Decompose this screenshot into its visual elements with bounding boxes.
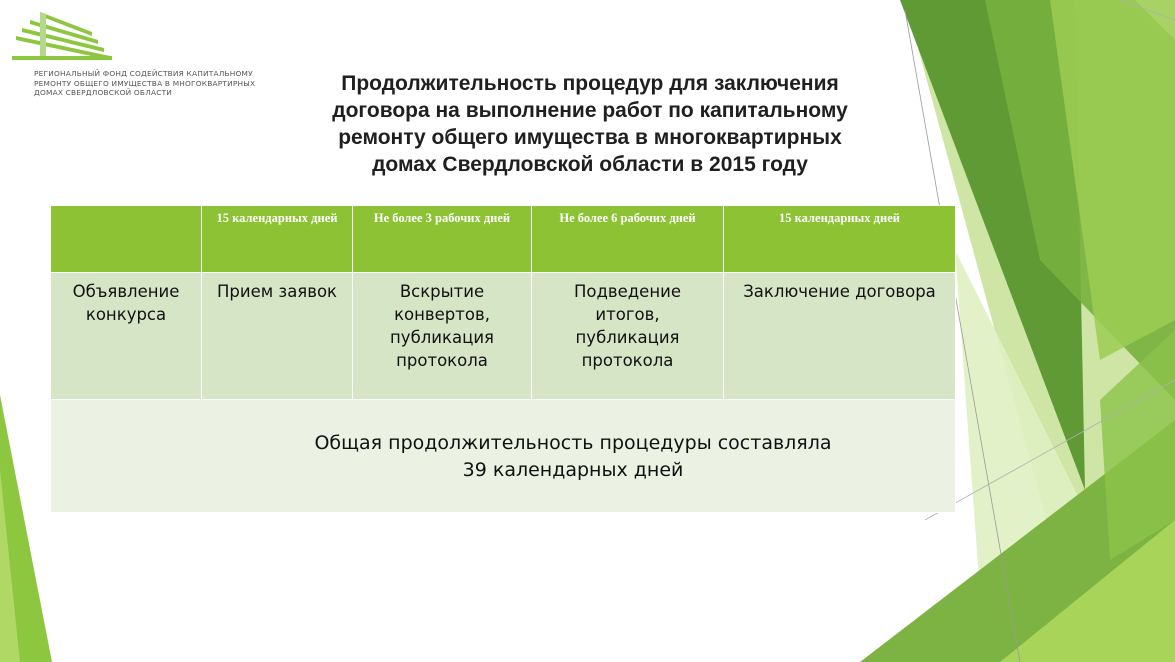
stage-cell: [532, 273, 724, 400]
title-line: домах Свердловской области в 2015 году: [372, 153, 808, 176]
duration-cell: [724, 206, 956, 273]
stage-text: Объявление конкурса: [72, 282, 180, 324]
duration-text: [51, 206, 201, 210]
total-row: [51, 400, 956, 513]
duration-row: [51, 206, 956, 273]
fund-logo: [12, 10, 282, 110]
page-title: [300, 70, 880, 178]
duration-cell: [532, 206, 724, 273]
logo-line: РЕГИОНАЛЬНЫЙ ФОНД СОДЕЙСТВИЯ КАПИТАЛЬНОМУ: [34, 69, 253, 78]
stage-cell: [353, 273, 532, 400]
logo-building-icon: [12, 10, 122, 65]
duration-text: 15 календарных дней: [216, 211, 338, 225]
procedure-table: [50, 205, 956, 513]
stage-text: Вскрытие конвертов, публикация протокола: [390, 282, 494, 370]
duration-text: Не более 3 рабочих дней: [373, 211, 511, 225]
duration-text: Не более 6 рабочих дней: [559, 211, 696, 225]
logo-line: ДОМАХ СВЕРДЛОВСКОЙ ОБЛАСТИ: [34, 88, 173, 97]
stage-row: [51, 273, 956, 400]
duration-cell: [51, 206, 202, 273]
stage-cell: [202, 273, 353, 400]
stage-cell: [51, 273, 202, 400]
stage-text: Заключение договора: [743, 282, 936, 301]
title-line: ремонту общего имущества в многоквартирных: [338, 126, 842, 149]
duration-cell: [202, 206, 353, 273]
title-line: Продолжительность процедур для заключения: [341, 72, 839, 95]
stage-text: Прием заявок: [216, 282, 338, 301]
logo-caption: [34, 69, 294, 98]
total-line: Общая продолжительность процедуры составляла: [314, 432, 832, 454]
total-line: 39 календарных дней: [462, 459, 684, 481]
total-text: [51, 400, 955, 484]
stage-cell: [724, 273, 956, 400]
logo-line: РЕМОНТУ ОБЩЕГО ИМУЩЕСТВА В МНОГОКВАРТИРНЫХ: [34, 78, 256, 88]
duration-text: 15 календарных дней: [779, 211, 900, 225]
stage-text: Подведение итогов, публикация протокола: [573, 282, 681, 370]
title-line: договора на выполнение работ по капитальному: [332, 99, 848, 122]
duration-cell: [353, 206, 532, 273]
total-cell: [51, 400, 956, 513]
